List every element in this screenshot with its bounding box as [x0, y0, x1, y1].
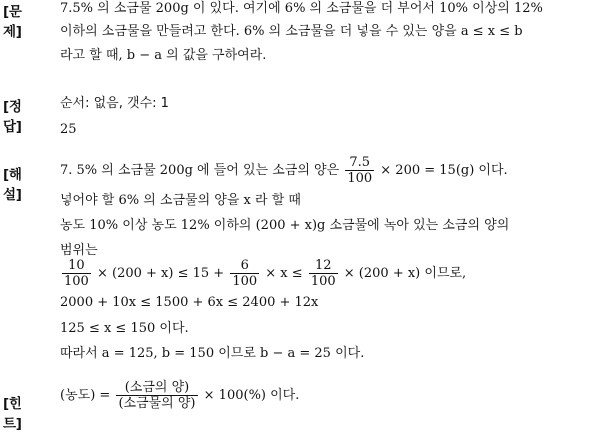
solution-line-1-text: 7. 5% 의 소금물 200g 에 들어 있는 소금의 양은: [60, 163, 340, 178]
solution-line-8: 따라서 a = 125, b = 150 이므로 b − a = 25 이다.: [60, 346, 365, 361]
hint-fraction-numerator: (소금의 양): [116, 380, 197, 396]
hint-fraction-denominator: (소금물의 양): [118, 396, 196, 411]
hint-fraction: [116, 380, 197, 411]
solution-tag: [해설]: [3, 167, 22, 203]
solution-line-4: 범위는: [60, 243, 98, 258]
fraction-7-5-over-100: [345, 155, 374, 186]
inequality-part-3: × (200 + x) 이므로,: [343, 266, 467, 281]
fraction-12-over-100: [309, 258, 338, 289]
fraction-denominator: 100: [232, 274, 258, 289]
fraction-6-over-100: [230, 258, 259, 289]
solution-line-7: 125 ≤ x ≤ 150 이다.: [60, 321, 189, 336]
inequality-part-1: × (200 + x) ≤ 15 +: [96, 266, 225, 281]
answer-meta: 순서: 없음, 갯수: 1: [60, 96, 169, 111]
solution-line-3: 농도 10% 이상 농도 12% 이하의 (200 + x)g 소금물에 녹아 있는 소금의 양의: [60, 218, 510, 233]
solution-line-2: 넣어야 할 6% 의 소금물의 양을 x 라 할 때: [60, 193, 301, 208]
answer-tag: [정답]: [3, 99, 22, 135]
solution-line-1-result: × 200 = 15(g) 이다.: [380, 163, 508, 178]
solution-line-1: [60, 155, 508, 186]
fraction-numerator: 7.5: [345, 155, 374, 171]
fraction-10-over-100: [62, 258, 91, 289]
fraction-denominator: 100: [347, 171, 373, 186]
solution-inequality-line: [60, 258, 466, 289]
hint-tag: [힌트]: [3, 396, 22, 432]
fraction-numerator: 6: [230, 258, 259, 274]
solution-line-6: 2000 + 10x ≤ 1500 + 6x ≤ 2400 + 12x: [60, 295, 319, 310]
answer-value: 25: [60, 122, 77, 137]
fraction-numerator: 10: [62, 258, 91, 274]
inequality-part-2: × x ≤: [265, 266, 303, 281]
hint-line: [60, 380, 299, 411]
problem-line-3: 라고 할 때, b − a 의 값을 구하여라.: [60, 48, 267, 63]
fraction-denominator: 100: [64, 274, 89, 289]
fraction-numerator: 12: [309, 258, 338, 274]
hint-suffix: × 100(%) 이다.: [203, 388, 300, 403]
hint-prefix: (농도) =: [60, 388, 111, 403]
fraction-denominator: 100: [310, 274, 336, 289]
problem-line-1: 7.5% 의 소금물 200g 이 있다. 여기에 6% 의 소금물을 더 부어서 10% 이상의 12%: [60, 1, 543, 16]
problem-line-2: 이하의 소금물을 만들려고 한다. 6% 의 소금물을 더 넣을 수 있는 양을 a ≤ x ≤ b: [60, 24, 523, 39]
problem-tag: [문제]: [3, 4, 22, 40]
